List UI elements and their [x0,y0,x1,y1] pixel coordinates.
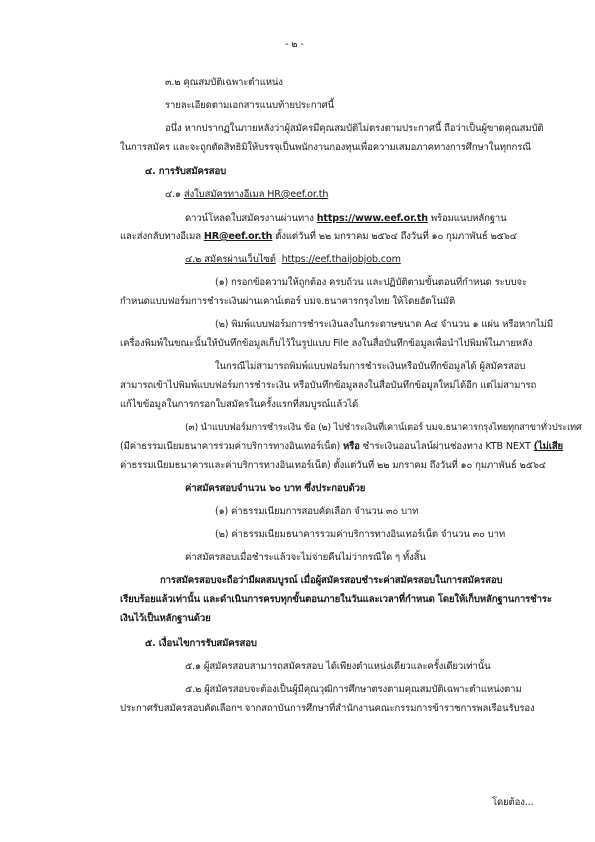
thaijobjob-link[interactable]: https://eef.thaijobjob.com [281,254,401,265]
no-fee-text: (ไม่เสีย [533,441,564,452]
section-3-2-heading: ๓.๒ คุณสมบัติเฉพาะตำแหน่ง [165,77,283,88]
section-5-2-line-1: ๕.๒ ผู้สมัครสอบจะต้องเป็นผู้มีคุณวุฒิการศึกษาตรงตามคุณสมบัติเฉพาะตำแหน่งตาม [185,684,522,695]
step-1-line-1: (๑) กรอกข้อความให้ถูกต้อง ครบถ้วน และปฏิบัติตามขั้นตอนที่กำหนด ระบบจะ [215,277,528,288]
ktb-next-text: ชำระเงินออนไลน์ผ่านช่องทาง KTB NEXT [359,441,534,452]
eef-website-link[interactable]: https://www.eef.or.th [316,213,428,224]
section-4-2-title [185,253,401,266]
section-3-2-detail: รายละเอียดตามเอกสารแนบท้ายประกาศนี้ [165,100,335,111]
step-3-line-2 [120,440,563,453]
fee-non-refundable-note: ค่าสมัครสอบเมื่อชำระแล้วจะไม่จ่ายคืนไม่ว่ากรณีใด ๆ ทั้งสิ้น [185,552,426,563]
or-text: หรือ [342,441,360,452]
section-4-1-line-2 [120,230,517,243]
hr-email-link[interactable]: HR@eef.or.th [203,231,273,242]
return-by-email-text: และส่งกลับทางอีเมล [120,231,204,242]
email-application-link[interactable]: ส่งใบสมัครทางอีเมล HR@eef.or.th [183,189,329,200]
download-text: ดาวน์โหลดใบสมัครงานผ่านทาง [185,213,317,224]
qualification-note-line-1: อนึ่ง หากปรากฏในภายหลังว่าผู้สมัครมีคุณสมบัติไม่ตรงตามประกาศนี้ ถือว่าเป็นผู้ขาดคุณสมบัติ [165,123,544,134]
step-2-line-1: (๒) พิมพ์แบบฟอร์มการชำระเงินลงในกระดาษขนาด A๔ จำนวน ๑ แผ่น หรือหากไม่มี [215,319,554,330]
continued-marker: โดยต้อง... [492,797,534,808]
section-4-1-line-1 [185,212,507,225]
section-5-heading: ๕. เงื่อนไขการรับสมัครสอบ [145,638,257,649]
fee-item-2: (๒) ค่าธรรมเนียมธนาคารรวมค่าบริการทางอินเทอร์เน็ต จำนวน ๓๐ บาท [215,529,506,540]
completion-line-2: เรียบร้อยแล้วเท่านั้น และดำเนินการครบทุกขั้นตอนภายในวันและเวลาที่กำหนด โดยให้เก็บหลักฐานการชำระ [120,594,552,605]
website-apply-label: ๔.๒ สมัครผ่านเว็บไซต์ [185,254,276,265]
section-5-1: ๕.๑ ผู้สมัครสอบสามารถสมัครสอบ ได้เพียงตำแหน่งเดียวและครั้งเดียวเท่านั้น [185,661,491,672]
section-5-2-line-2: ประกาศรับสมัครสอบคัดเลือกฯ จากสถาบันการศึกษาที่สำนักงานคณะกรรมการข้าราชการพลเรือนรับรอง [120,703,535,714]
section-4-1-title [165,188,328,201]
email-period-text: ตั้งแต่วันที่ ๒๒ มกราคม ๒๕๖๔ ถึงวันที่ ๑๐ กุมภาพันธ์ ๒๕๖๔ [272,231,517,242]
fee-item-1: (๑) ค่าธรรมเนียมการสอบคัดเลือก จำนวน ๓๐ บาท [215,506,419,517]
attach-evidence-text: พร้อมแนบหลักฐาน [427,213,507,224]
step-2-line-3: ในกรณีไม่สามารถพิมพ์แบบฟอร์มการชำระเงินหรือบันทึกข้อมูลได้ ผู้สมัครสอบ [215,361,526,372]
step-1-line-2: กำหนดแบบฟอร์มการชำระเงินผ่านเคาน์เตอร์ บมจ.ธนาคารกรุงไทย ให้โดยอัตโนมัติ [120,296,456,307]
step-2-line-2: เครื่องพิมพ์ในขณะนั้นให้บันทึกข้อมูลเก็บไว้ในรูปแบบ File ลงในสื่อบันทึกข้อมูลเพื่อนำไปพิมพ์ในภายหลัง [120,338,533,349]
section-4-1-number: ๔.๑ [165,189,184,200]
step-3-line-3: ค่าธรรมเนียมธนาคารและค่าบริการทางอินเทอร์เน็ต) ตั้งแต่วันที่ ๒๒ มกราคม ถึงวันที่ ๑๐ กุมภาพันธ์ ๒๕๖๔ [120,460,546,471]
completion-line-3: เงินไว้เป็นหลักฐานด้วย [120,613,211,624]
step-2-line-4: สามารถเข้าไปพิมพ์แบบฟอร์มการชำระเงิน หรือบันทึกข้อมูลลงในสื่อบันทึกข้อมูลใหม่ได้อีก แต่ไม่สามารถ [120,380,537,391]
completion-line-1: การสมัครสอบจะถือว่ามีผลสมบูรณ์ เมื่อผู้สมัครสอบชำระค่าสมัครสอบในการสมัครสอบ [160,575,503,586]
page-number: - ๒ - [285,39,304,50]
fee-heading: ค่าสมัครสอบจำนวน ๖๐ บาท ซึ่งประกอบด้วย [185,483,366,494]
section-4-heading: ๔. การรับสมัครสอบ [145,166,227,177]
qualification-note-line-2: ในการสมัคร และจะถูกตัดสิทธิมิให้บรรจุเป็นพนักงานกองทุนเพื่อความเสมอภาคทางการศึกษาในทุกกรณี [120,142,531,153]
step-3-line-1: (๓) นำแบบฟอร์มการชำระเงิน ข้อ (๒) ไปชำระเงินที่เคาน์เตอร์ บมจ.ธนาคารกรุงไทยทุกสาขาทั่วประเทศ [185,422,582,433]
step-2-line-5: แก้ไขข้อมูลในการกรอกใบสมัครในครั้งแรกที่สมบูรณ์แล้วได้ [120,399,359,410]
bank-fee-text: (มีค่าธรรมเนียมธนาคารรวมค่าบริการทางอินเทอร์เน็ต) [120,441,343,452]
